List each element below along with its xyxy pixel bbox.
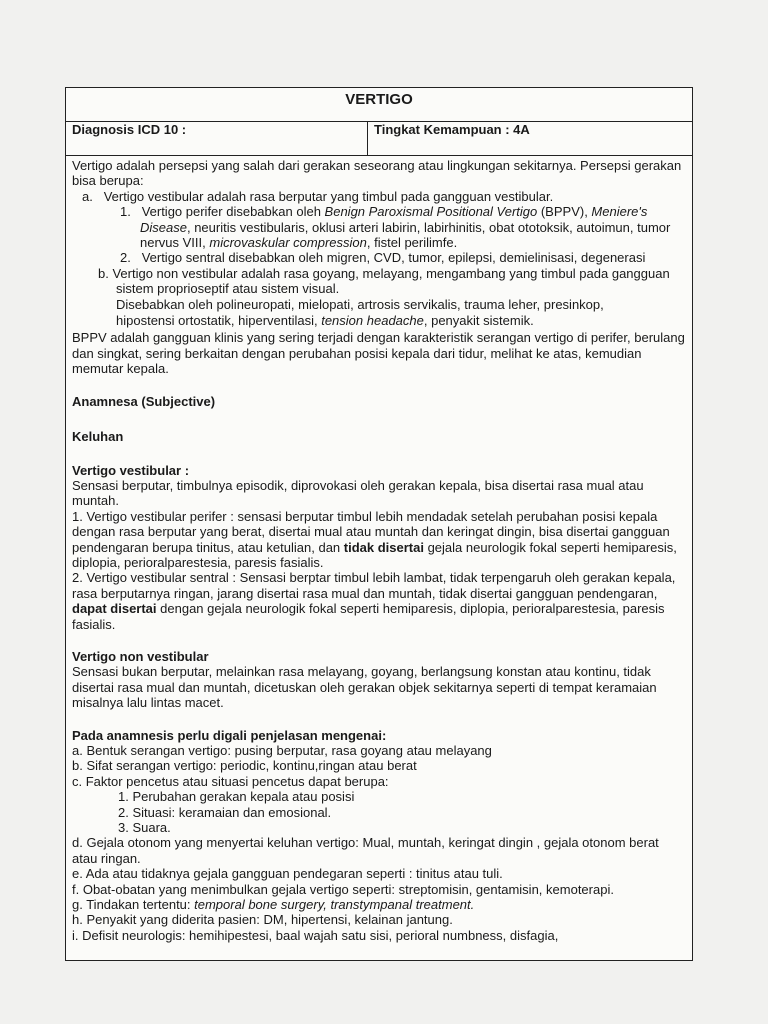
capability-level-label: Tingkat Kemampuan : 4A [374,122,530,137]
question-d: d. Gejala otonom yang menyertai keluhan vertigo: Mual, muntah, keringat dingin , gejala otonom berat atau ringan. [72,835,659,866]
document-body [66,156,692,943]
header-row [66,122,692,156]
vertigo-vestibular-sentral [72,570,686,632]
sentral-text: 2. Vertigo vestibular sentral : Sensasi berptar timbul lebih lambat, tidak terpengaruh oleh gerakan kepala, rasa berputarnya ringan, jarang disertai rasa mual dan muntah, tidak disertai gangguan pendengaran, [72,570,676,601]
item-a1-end: , fistel perilimfe. [366,235,458,251]
item-a1-number: 1. [120,204,131,220]
item-b-causes-2 [72,313,686,328]
question-e: e. Ada atau tidaknya gejala gangguan pendegaran seperti : tinitus atau tuli. [72,866,503,882]
vertigo-vestibular-text: Sensasi berputar, timbulnya episodik, diprovokasi oleh gerakan kepala, bisa disertai rasa mual atau muntah. [72,477,644,509]
question-g [72,897,686,912]
item-b-causes-2-end: , penyakit sistemik. [423,313,534,329]
item-a2 [72,250,686,265]
item-a [72,189,686,204]
question-g-text: g. Tindakan tertentu: [72,897,195,913]
item-a-label: a. [82,188,93,204]
item-b-causes-2-em: tension headache [321,313,424,329]
item-b-causes-2-text: hipostensi ortostatik, hiperventilasi, [116,313,322,329]
item-a1-em-meniere: Meniere's Disease [140,204,648,235]
diagnosis-icd-label: Diagnosis ICD 10 : [66,122,368,155]
document-table [65,87,693,961]
question-b: b. Sifat serangan vertigo: periodic, kontinu,ringan atau berat [72,758,417,774]
question-c2: 2. Situasi: keramaian dan emosional. [118,804,332,820]
item-a1-text: Vertigo perifer disebabkan oleh [141,204,325,220]
vertigo-non-vestibular-text: Sensasi bukan berputar, melainkan rasa melayang, goyang, berlangsung konstan atau kontinu, tidak disertai rasa mual dan muntah, dicetuskan oleh gerakan objek sekitarnya seperti di tempat keramaian misalnya lalu lintas macet. [72,664,657,711]
item-a-text: Vertigo vestibular adalah rasa berputar yang timbul pada gangguan vestibular. [103,188,554,204]
question-i: i. Defisit neurologis: hemihipestesi, baal wajah satu sisi, perioral numbness, disfagia, [72,927,559,943]
item-a1-rest: , neuritis vestibularis, oklusi arteri labirin, labirhinitis, obat ototoksik, autoimun, tumor nervus VIII, [140,219,671,251]
document-title: VERTIGO [66,88,692,122]
item-a2-number: 2. [120,250,131,266]
sentral-bold: dapat disertai [72,601,157,617]
bppv-paragraph: BPPV adalah gangguan klinis yang sering terjadi dengan karakteristik serangan vertigo di perifer, berulang dan singkat, sering berkaitan dengan perubahan posisi kepala dari tidur, melihat ke atas, kemudian memutar kepala. [72,330,685,377]
question-a: a. Bentuk serangan vertigo: pusing berputar, rasa goyang atau melayang [72,743,492,758]
anamnesa-heading: Anamnesa (Subjective) [72,393,216,409]
item-b: b. Vertigo non vestibular adalah rasa goyang, melayang, mengambang yang timbul pada gangguan sistem proprioseptif atau sistem visual. [98,265,670,297]
question-c3: 3. Suara. [118,820,171,836]
item-a1 [72,204,686,250]
item-b-causes-1: Disebabkan oleh polineuropati, mielopati, artrosis servikalis, trauma leher, presinkop, [116,296,604,312]
item-a1-em-bppv: Benign Paroxismal Positional Vertigo [324,204,538,220]
perifer-text: 1. Vertigo vestibular perifer : sensasi berputar timbul lebih mendadak setelah perubahan posisi kepala dengan rasa berputar yang berat, disertai mual atau muntah dan keringat dingin, bisa disertai gangguan pendengaran berupa tinitus, atau ketulian, dan [72,508,670,555]
question-f: f. Obat-obatan yang menimbulkan gejala vertigo seperti: streptomisin, gentamisin, kemoterapi. [72,881,614,897]
item-a2-text: Vertigo sentral disebabkan oleh migren, CVD, tumor, epilepsi, demielinisasi, degenerasi [141,250,646,266]
question-c1: 1. Perubahan gerakan kepala atau posisi [118,789,355,805]
vertigo-vestibular-perifer [72,509,686,571]
item-a1-mid: (BPPV), [537,204,592,220]
question-g-em: temporal bone surgery, transtympanal treatment. [194,897,475,913]
perifer-end: gejala neurologik fokal seperti hemiparesis, diplopia, perioralparestesia, paresis fasialis. [72,539,677,570]
keluhan-heading: Keluhan [72,429,124,445]
perifer-bold: tidak disertai [343,539,424,555]
vertigo-non-vestibular-heading: Vertigo non vestibular [72,648,209,664]
item-a1-em-microvascular: microvaskular compression [209,235,367,251]
vertigo-vestibular-heading: Vertigo vestibular : [72,462,190,478]
sentral-end: dengan gejala neurologik fokal seperti hemiparesis, diplopia, perioralparestesia, paresis fasialis. [72,601,665,632]
anamnesis-questions-heading: Pada anamnesis perlu digali penjelasan mengenai: [72,727,387,743]
question-c: c. Faktor pencetus atau situasi pencetus dapat berupa: [72,773,389,789]
definition-paragraph: Vertigo adalah persepsi yang salah dari gerakan seseorang atau lingkungan sekitarnya. Persepsi gerakan bisa berupa: [72,158,682,189]
question-h: h. Penyakit yang diderita pasien: DM, hipertensi, kelainan jantung. [72,912,453,928]
